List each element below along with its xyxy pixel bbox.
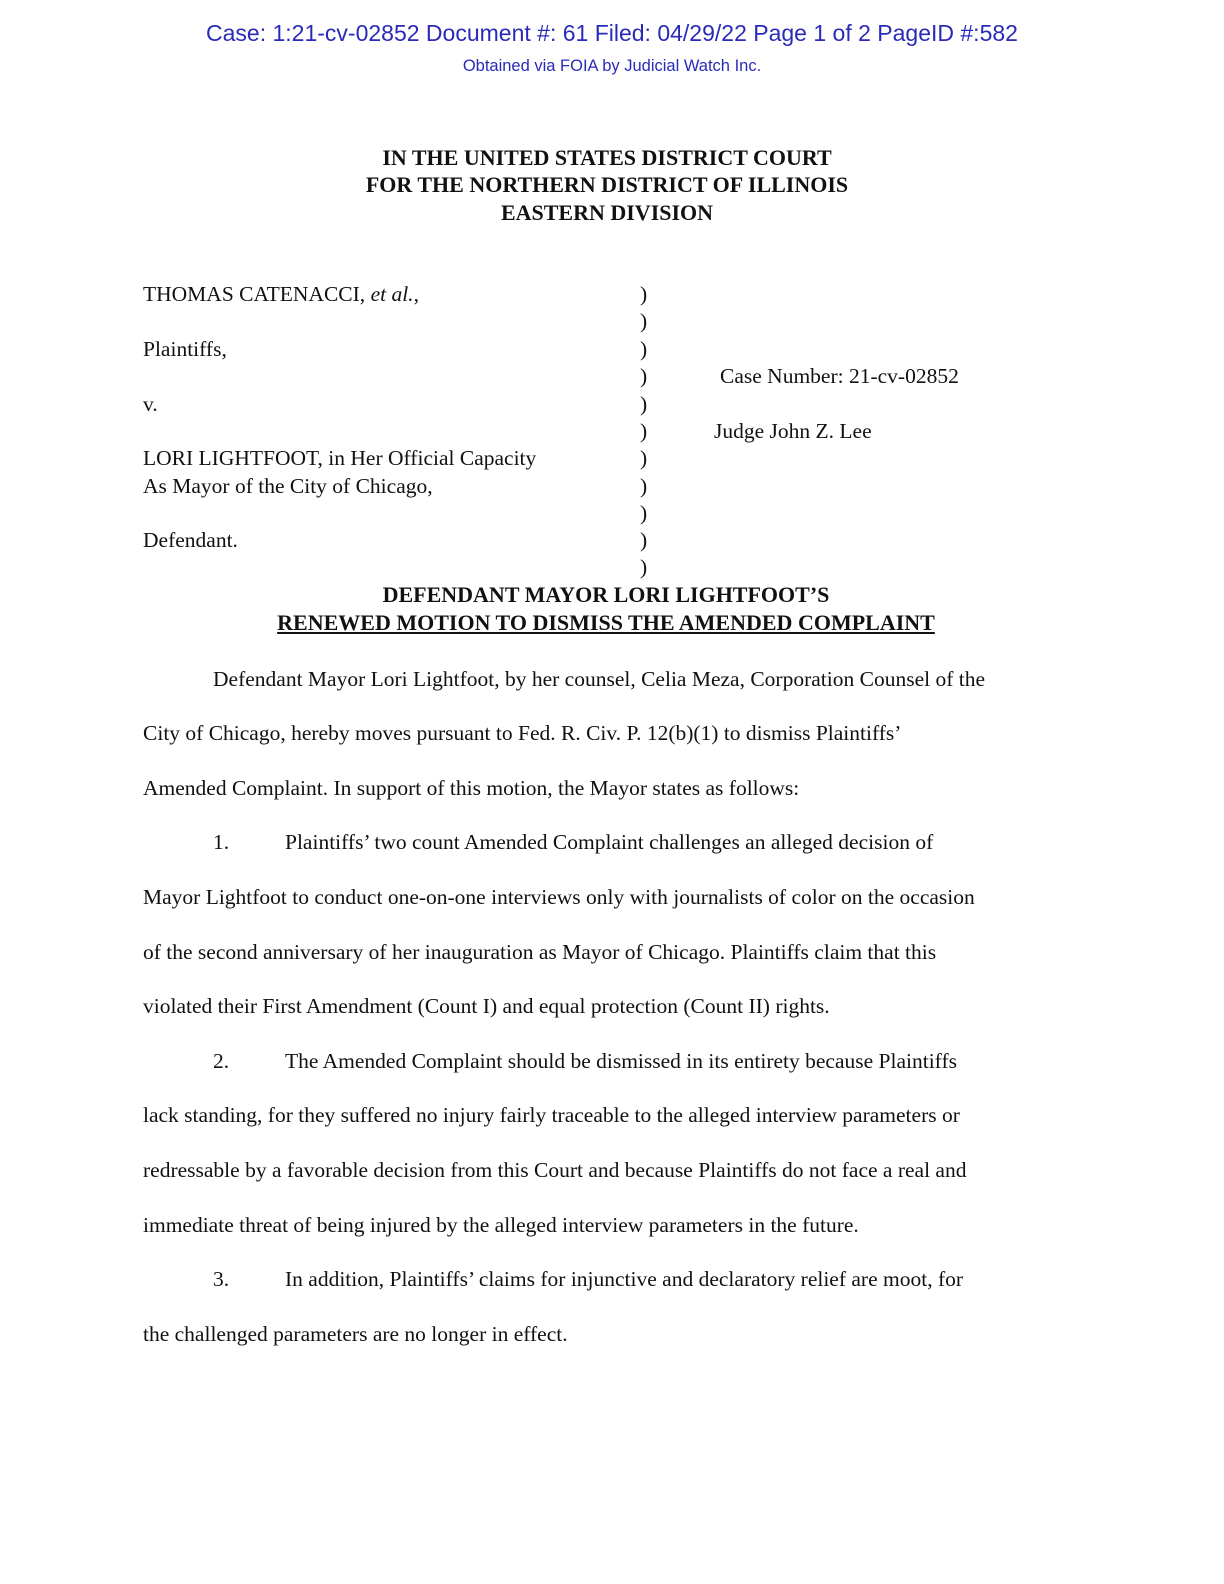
caption-paren: )	[640, 309, 648, 333]
caption-paren: )	[640, 337, 648, 361]
paragraph-number: 1.	[213, 830, 230, 854]
paragraph-line: In addition, Plaintiffs’ claims for injunctive and declaratory relief are moot, for	[285, 1267, 964, 1291]
motion-title-underlined: RENEWED MOTION TO DISMISS THE AMENDED COMPLAINT	[277, 610, 935, 635]
plaintiffs-label: Plaintiffs,	[143, 337, 227, 361]
et-al: et al.	[370, 282, 414, 306]
plaintiff-name: THOMAS CATENACCI, et al.,	[143, 282, 419, 306]
defendant-name-line1: LORI LIGHTFOOT, in Her Official Capacity	[143, 446, 537, 470]
caption-paren: )	[640, 282, 648, 306]
intro-line: Amended Complaint. In support of this motion, the Mayor states as follows:	[143, 776, 800, 800]
court-heading-line1: IN THE UNITED STATES DISTRICT COURT	[382, 145, 832, 170]
case-header-stamp: Case: 1:21-cv-02852 Document #: 61 Filed: 04/29/22 Page 1 of 2 PageID #:582	[206, 20, 1018, 46]
paragraph-line: Plaintiffs’ two count Amended Complaint challenges an alleged decision of	[285, 830, 934, 854]
caption-paren: )	[640, 528, 648, 552]
foia-notice: Obtained via FOIA by Judicial Watch Inc.	[462, 57, 762, 75]
paragraph-line: violated their First Amendment (Count I) and equal protection (Count II) rights.	[143, 994, 830, 1018]
paragraph-line: immediate threat of being injured by the alleged interview parameters in the future.	[143, 1213, 859, 1237]
motion-title-line1: DEFENDANT MAYOR LORI LIGHTFOOT’S	[382, 582, 830, 607]
paragraph-line: The Amended Complaint should be dismissed in its entirety because Plaintiffs	[285, 1049, 957, 1073]
caption-paren: )	[640, 446, 648, 470]
court-heading-line2: FOR THE NORTHERN DISTRICT OF ILLINOIS	[365, 172, 849, 197]
motion-title-line2	[0, 610, 1212, 636]
paragraph-line: the challenged parameters are no longer in effect.	[143, 1322, 568, 1346]
defendant-label: Defendant.	[143, 528, 238, 552]
paragraph-line: of the second anniversary of her inauguration as Mayor of Chicago. Plaintiffs claim that this	[143, 940, 937, 964]
caption-paren: )	[640, 501, 648, 525]
paragraph-line: redressable by a favorable decision from this Court and because Plaintiffs do not face a real and	[143, 1158, 967, 1182]
intro-line: City of Chicago, hereby moves pursuant to Fed. R. Civ. P. 12(b)(1) to dismiss Plaintiffs’	[143, 721, 902, 745]
intro-line: Defendant Mayor Lori Lightfoot, by her counsel, Celia Meza, Corporation Counsel of the	[213, 667, 986, 691]
paragraph-line: Mayor Lightfoot to conduct one-on-one interviews only with journalists of color on the occasion	[143, 885, 975, 909]
caption-paren: )	[640, 364, 648, 388]
court-heading-line3: EASTERN DIVISION	[500, 200, 714, 225]
case-number: Case Number: 21-cv-02852	[720, 364, 959, 388]
caption-paren: )	[640, 474, 648, 498]
caption-paren: )	[640, 392, 648, 416]
paragraph-line: lack standing, for they suffered no injury fairly traceable to the alleged interview parameters or	[143, 1103, 960, 1127]
versus-label: v.	[143, 392, 158, 416]
caption-paren: )	[640, 555, 648, 579]
paragraph-number: 2.	[213, 1049, 230, 1073]
defendant-name-line2: As Mayor of the City of Chicago,	[143, 474, 433, 498]
caption-paren: )	[640, 419, 648, 443]
judge-name: Judge John Z. Lee	[714, 419, 872, 443]
paragraph-number: 3.	[213, 1267, 230, 1291]
